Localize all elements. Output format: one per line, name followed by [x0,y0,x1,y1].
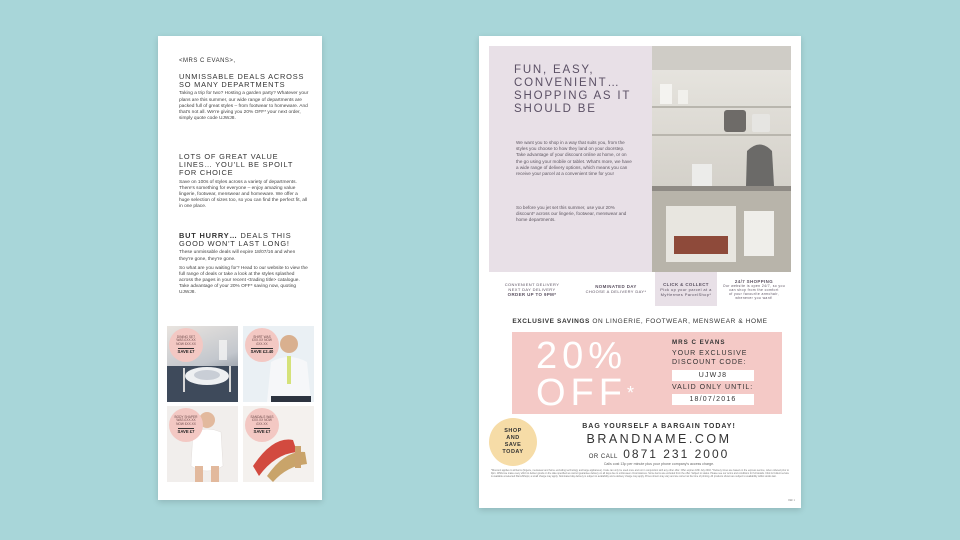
product-tile-dining-set[interactable] [167,326,238,402]
price-badge: BODY SHAPER WAS £XX.XX NOW £XX.XX SAVE £7 [169,408,203,442]
feature-convenient-delivery: CONVENIENT DELIVERY NEXT DAY DELIVERY ORDER UP TO 9PM* [504,281,560,297]
phone-line: OR CALL 0871 231 2000 [588,447,730,461]
left-letter-page [158,36,322,500]
feature-click-collect: CLICK & COLLECT Pick up your parcel at a MyHermes ParcelShop* [655,272,717,306]
feature-nominated-day: NOMINATED DAY CHOOSE A DELIVERY DAY* [585,284,647,294]
right-offer-page [479,36,801,508]
discount-paragraph: So before you jet set this summer, use your 20% discount* across our lingerie, footwear, menswear and home departments. [516,205,627,223]
reference-code: REF 1 [788,499,795,502]
page-title: FUN, EASY, CONVENIENT… SHOPPING AS IT SHOULD BE [514,64,632,115]
code-label-1: YOUR EXCLUSIVE [672,350,748,357]
section-heading: UNMISSABLE DEALS ACROSS SO MANY DEPARTMENTS [179,72,305,90]
section-body: These unmissable deals will expire 18/07/16 and when they're gone, they're gone. [179,250,296,262]
discount-voucher [512,332,782,414]
section-great-value [179,153,309,210]
website-link[interactable]: BRANDNAME.COM [586,432,732,446]
price-badge: SHIRT WAS £XX.XX NOW £XX.XX SAVE £2.40 [245,328,279,362]
customer-name: MRS C EVANS [672,339,726,346]
shop-save-today-badge: SHOP AND SAVE TODAY [489,418,537,466]
price-badge: SANDALS WAS £XX.XX NOW £XX.XX SAVE £7 [245,408,279,442]
product-tile-sandals[interactable] [243,406,314,482]
section-heading: BUT HURRY… DEALS THIS GOOD WON'T LAST LONG! [179,231,292,249]
section-unmissable-deals [179,73,309,122]
salutation: <MRS C EVANS>, [179,58,236,64]
price-badge: DINING SET WAS £XX.XX NOW £XX.XX SAVE £7 [169,328,203,362]
section-body-2: So what are you waiting for? Head to our website to view the full range of deals or take a look at the styles splashed across the pages in your recent <trading title> catalogue. Take advantage of your 20% OFF* saving now, quoting UJWJ8. [179,265,308,295]
section-heading: LOTS OF GREAT VALUE LINES… YOU'LL BE SPOILT FOR CHOICE [179,152,294,178]
discount-percent: 20% OFF* [536,335,639,414]
valid-until-label: VALID ONLY UNTIL: [672,384,754,391]
section-body: Taking a trip for two? Hosting a garden party? Whatever your plans are this summer, our wide range of departments are packed full of great styles – from footwear to homeware. And that's not all. We're giving you 20% OFF* your next order, simply quote code UJWJ8. [179,91,309,121]
valid-until-value: 18/07/2016 [672,394,754,405]
intro-paragraph: We want you to shop in a way that suits you, from the styles you choose to how they land on your doorstep. Take advantage of your discount online at home, or on the go using your mobile or tablet. What's more, we have a wide range of delivery options, which means you can receive your parcel at a convenient time for you! [516,140,632,177]
bag-bargain-headline: BAG YOURSELF A BARGAIN TODAY! [582,423,736,430]
phone-number[interactable]: 0871 231 2000 [623,447,730,461]
exclusive-savings-heading: EXCLUSIVE SAVINGS ON LINGERIE, FOOTWEAR, MENSWEAR & HOME [512,318,768,325]
section-body: Save on 100s of styles across a variety of departments. There's something for everyone – enjoy amazing value lingerie, footwear, menswear and homeware. We offer a huge selection of sizes too, so you can find the perfect fit, all in one place. [179,179,307,209]
code-label-2: DISCOUNT CODE: [672,359,747,366]
discount-code-value: UJWJ8 [672,370,754,381]
product-tile-shirt[interactable] [243,326,314,402]
kitchen-image [652,46,791,272]
product-tile-body-shaper[interactable] [167,406,238,482]
section-hurry [179,232,309,296]
call-cost-note: Calls cost 13p per minute plus your phone company's access charge. [603,462,715,466]
terms-fine-print: *Discount applies to all items (lingerie, menswear and home excluding technology and large appliances). Code can only be used once and not in conjunction with any other offer. Offer expires 18th July 2016. *Delivery times are based on the express service, when ordered prior to 9pm. Whilst we make every effort to deliver goods on the date specified we cannot guarantee delivery on all days due to unforeseen circumstances. Some items are excluded from the offer. Subject to status. Please see our terms and conditions for full details. Click & Collect service is available at selected ParcelShops; a small charge may apply. Nominated day delivery is subject to availability and a delivery charge may apply. Prices shown may vary and are correct at the time of printing. All products shown are subject to availability whilst stocks last. [491,469,789,479]
feature-24-7-shopping: 24/7 SHOPPING Our website is open 24/7, so you can shop from the comfort of your favourite armchair, whenever you want! [722,278,786,300]
